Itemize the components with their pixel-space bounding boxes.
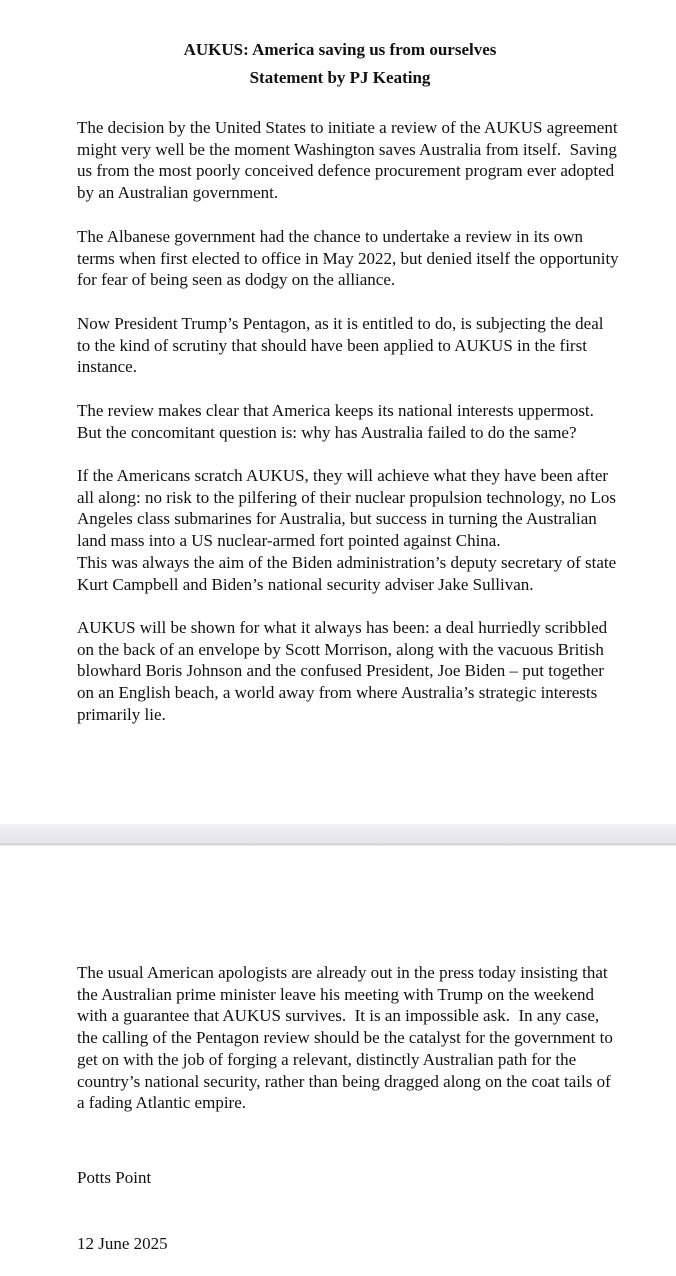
paragraph-line: all along: no risk to the pilfering of their nuclear propulsion technology, no Los: [77, 487, 617, 507]
paragraph-line: might very well be the moment Washington saves Australia from itself. Saving: [77, 139, 617, 159]
paragraph-line: instance.: [77, 357, 137, 377]
paragraph: [77, 962, 613, 1114]
paragraph-line: But the concomitant question is: why has Australia failed to do the same?: [77, 422, 577, 442]
paragraph-line: If the Americans scratch AUKUS, they will achieve what they have been after: [77, 466, 609, 485]
signoff-place: Potts Point: [77, 1168, 152, 1188]
paragraph: [77, 465, 616, 552]
paragraph-line: the calling of the Pentagon review should be the catalyst for the government to: [77, 1028, 613, 1048]
paragraph-line: The decision by the United States to initiate a review of the AUKUS agreement: [77, 118, 618, 137]
paragraph-line: a fading Atlantic empire.: [77, 1093, 246, 1113]
paragraph-line: us from the most poorly conceived defence procurement program ever adopted: [77, 161, 615, 181]
paragraph: [77, 552, 616, 595]
paragraph-line: The usual American apologists are already out in the press today insisting that: [77, 963, 608, 982]
page-break-separator: [0, 824, 676, 846]
paragraph-line: on the back of an envelope by Scott Morrison, along with the vacuous British: [77, 639, 604, 659]
paragraph: [77, 226, 619, 291]
paragraph-line: the Australian prime minister leave his meeting with Trump on the weekend: [77, 984, 594, 1004]
paragraph: [77, 400, 594, 443]
paragraph-line: primarily lie.: [77, 704, 166, 724]
paragraph-line: Now President Trump’s Pentagon, as it is entitled to do, is subjecting the deal: [77, 314, 604, 333]
paragraph-line: Angeles class submarines for Australia, but success in turning the Australian: [77, 509, 597, 529]
paragraph-line: by an Australian government.: [77, 183, 279, 203]
paragraph-line: This was always the aim of the Biden administration’s deputy secretary of state: [77, 553, 617, 572]
paragraph: [77, 313, 604, 378]
paragraph-line: The Albanese government had the chance to undertake a review in its own: [77, 227, 584, 246]
paragraph-line: The review makes clear that America keeps its national interests uppermost.: [77, 401, 594, 420]
paragraph-line: blowhard Boris Johnson and the confused President, Joe Biden – put together: [77, 661, 604, 681]
paragraph-line: land mass into a US nuclear-armed fort pointed against China.: [77, 531, 501, 551]
paragraph-line: with a guarantee that AUKUS survives. It is an impossible ask. In any case,: [77, 1006, 600, 1026]
document-title: AUKUS: America saving us from ourselves: [183, 40, 497, 59]
paragraph-line: AUKUS will be shown for what it always has been: a deal hurriedly scribbled: [77, 618, 608, 637]
paragraph-line: country’s national security, rather than being dragged along on the coat tails of: [77, 1071, 611, 1091]
paragraph: [77, 617, 607, 726]
paragraph-line: terms when first elected to office in May 2022, but denied itself the opportunity: [77, 248, 619, 268]
signoff-date: 12 June 2025: [77, 1233, 168, 1253]
paragraph-line: get on with the job of forging a relevant, distinctly Australian path for the: [77, 1049, 577, 1069]
paragraph-line: for fear of being seen as dodgy on the alliance.: [77, 270, 396, 290]
document-subtitle: Statement by PJ Keating: [249, 68, 431, 87]
paragraph-line: on an English beach, a world away from where Australia’s strategic interests: [77, 683, 598, 703]
paragraph-line: Kurt Campbell and Biden’s national security adviser Jake Sullivan.: [77, 574, 534, 594]
paragraph-line: to the kind of scrutiny that should have been applied to AUKUS in the first: [77, 335, 587, 355]
paragraph: [77, 117, 618, 204]
